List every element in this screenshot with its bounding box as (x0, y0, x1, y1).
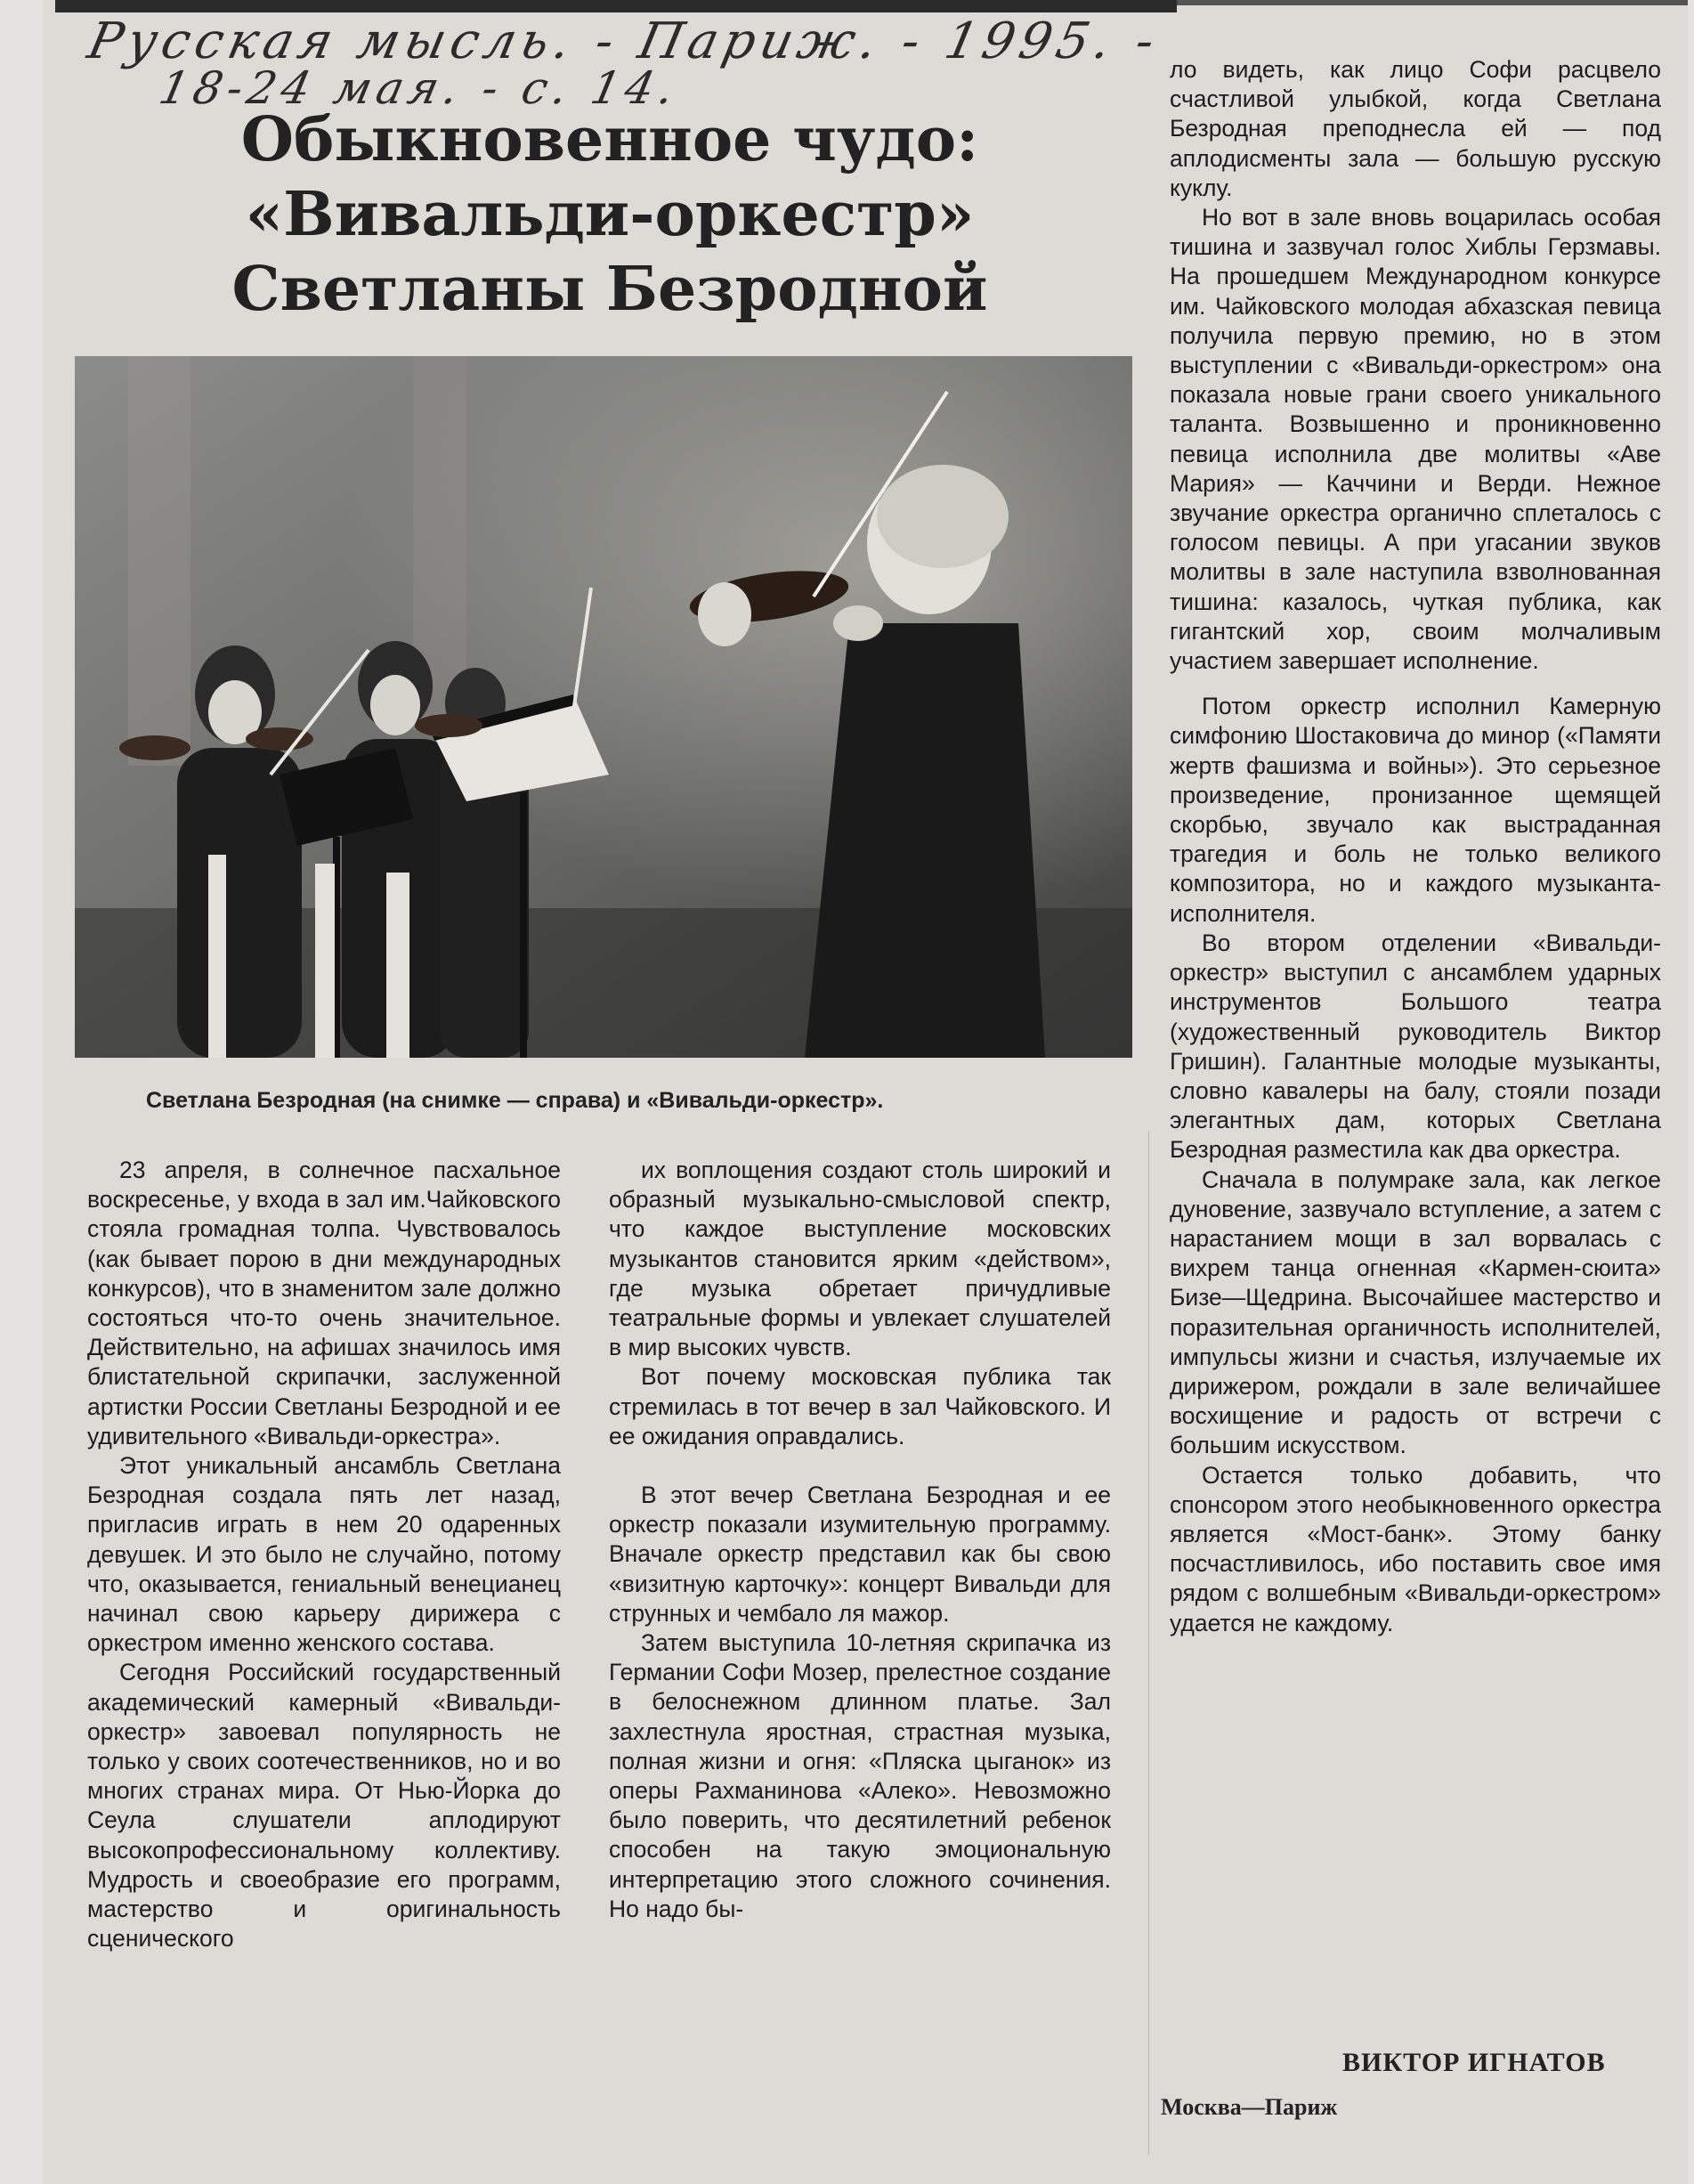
article-paragraph: 23 апреля, в солнечное пасхальное воскресенье, у входа в зал им.Чайковского стояла громадная толпа. Чувствовалось (как бывает порою в дни международных конкурсов), что в знаменитом зале должно состояться что-то очень значительное. Действительно, на афишах значилось имя блистательной скрипачки, заслуженной артистки России Светланы Безродной и ее удивительного «Вивальди-оркестра». (87, 1157, 561, 1449)
article-paragraph: В этот вечер Светлана Безродная и ее оркестр показали изумительную программу. Вначале оркестр представил как бы свою «визитную карточку»: концерт Вивальди для струнных и чембало ля мажор. (609, 1482, 1111, 1627)
article-paragraph: Сначала в полумраке зала, как легкое дуновение, зазвучало вступление, а затем с нарастанием мощи в зал ворвалась с вихрем танца огненная «Кармен-сюита» Бизе—Щедрина. Высочайшее мастерство и поразительная органичность исполнителей, импульсы жизни и счастья, излучаемые их дирижером, рождали в зале величайшее восхищение и радость от встречи с большим искусством. (1170, 1165, 1661, 1459)
article-dateline: Москва—Париж (1161, 2094, 1338, 2120)
article-author: ВИКТОР ИГНАТОВ (1342, 2048, 1606, 2077)
handwritten-source-line-2: 18-24 мая. - с. 14. (154, 62, 685, 114)
article-paragraph: Этот уникальный ансамбль Светлана Безродная создала пять лет назад, пригласив играть в нем 20 одаренных девушек. И это было не случайно, потому что, оказывается, гениальный венецианец начинал свою карьеру дирижера с оркестром именно женского состава. (87, 1452, 561, 1657)
orchestra-photo (75, 356, 1132, 1058)
handwritten-source-line-1: Русская мысль. - Париж. - 1995. - (83, 12, 1165, 70)
headline-line-1: Обыкновенное чудо: (240, 104, 979, 175)
article-paragraph: Во втором отделении «Вивальди-оркестр» выступил с ансамблем ударных инструментов Большого театра (художественный руководитель Виктор Гришин). Галантные молодые музыканты, словно кавалеры на балу, стояли позади элегантных дам, которых Светлана Безродная разместила как два оркестра. (1170, 929, 1661, 1164)
article-paragraph: Сегодня Российский государственный академический камерный «Вивальди-оркестр» завоевал популярность не только у своих соотечественников, но и во многих странах мира. От Нью-Йорка до Сеула слушатели аплодируют высокопрофессиональному коллективу. Мудрость и своеобразие его программ, мастерство и оригинальность сценического (87, 1659, 561, 1953)
headline-line-2: «Вивальди-оркестр» (245, 179, 975, 250)
article-paragraph: их воплощения создают столь широкий и образный музыкально-смысловой спектр, что каждое выступление московских музыкантов становится ярким «действом», где музыка обретает причудливые театральные формы и увлекает слушателей в мир высоких чувств. (609, 1157, 1111, 1361)
photo-caption: Светлана Безродная (на снимке — справа) и «Вивальди-оркестр». (146, 1088, 884, 1113)
headline-line-3: Светланы Безродной (231, 254, 988, 325)
column-divider (1148, 1131, 1149, 2155)
article-column-1 (87, 1156, 561, 1953)
article-headline (160, 102, 1059, 327)
clipping-edge-right (1177, 0, 1688, 5)
article-paragraph: Но вот в зале вновь воцарилась особая тишина и зазвучал голос Хиблы Герзмавы. На прошедшем Международном конкурсе им. Чайковского молодая абхазская певица получила первую премию, но в этом выступлении с «Вивальди-оркестром» она показала новые грани своего уникального таланта. Возвышенно и проникновенно певица исполнила две молитвы «Аве Мария» — Каччини и Верди. Нежное звучание оркестра органично сплеталось с голосом певицы. А при угасании звуков молитвы в зале наступила взволнованная тишина: казалось, чуткая публика, как гигантский хор, своим молчаливым участием завершает исполнение. (1170, 204, 1661, 675)
article-paragraph: Вот почему московская публика так стремилась в тот вечер в зал Чайковского. И ее ожидания оправдались. (609, 1363, 1111, 1449)
article-column-2 (609, 1156, 1111, 1924)
article-paragraph: ло видеть, как лицо Софи расцвело счастливой улыбкой, когда Светлана Безродная преподнесла ей — под аплодисменты зала — большую русскую куклу. (1170, 56, 1661, 201)
article-paragraph: Потом оркестр исполнил Камерную симфонию Шостаковича до минор («Памяти жертв фашизма и войны»). Это серьезное произведение, пронизанное щемящей скорбью, звучало как выстраданная трагедия и боль не только великого композитора, но и каждого музыканта-исполнителя. (1170, 693, 1661, 927)
article-column-3 (1170, 55, 1661, 1638)
orchestra-photo-image (75, 356, 1132, 1058)
clipping-edge (55, 0, 1177, 12)
article-paragraph: Затем выступила 10-летняя скрипачка из Германии Софи Мозер, прелестное создание в белоснежном длинном платье. Зал захлестнула яростная, страстная музыка, полная жизни и огня: «Пляска цыганок» из оперы Рахманинова «Алеко». Невозможно было поверить, что десятилетний ребенок способен на такую эмоциональную интерпретацию этого сложного сочинения. Но надо бы- (609, 1629, 1111, 1922)
article-paragraph: Остается только добавить, что спонсором этого необыкновенного оркестра является «Мост-банк». Этому банку посчастливилось, ибо поставить свое имя рядом с волшебным «Вивальди-оркестром» удается не каждому. (1170, 1461, 1661, 1636)
